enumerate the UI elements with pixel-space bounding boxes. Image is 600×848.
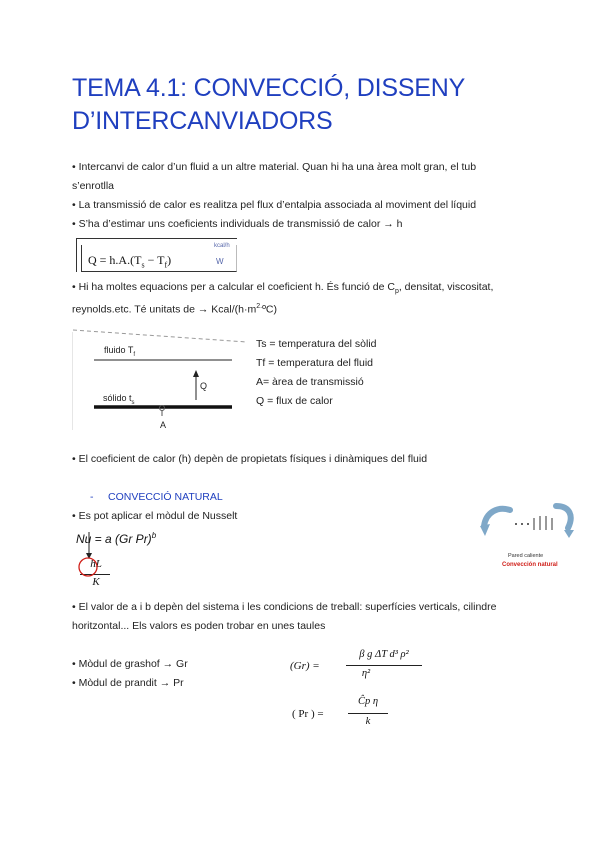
legend-ts: Ts = temperatura del sòlid <box>256 338 377 350</box>
bullet-4b: reynolds.etc. Té unitats de → Kcal/$(h\cdot m^{2.}ºC)$ <box>72 303 277 316</box>
bullet-9: • Mòdul de prandit → Pr <box>72 677 184 689</box>
nusselt-fraction-num: hL <box>90 558 102 570</box>
diagram-dashed-line <box>73 330 247 342</box>
legend-a: A= àrea de transmissió <box>256 376 364 388</box>
title-line-1: TEMA 4.1: CONVECCIÓ, DISSENY <box>72 74 466 102</box>
a-label: A <box>160 420 167 430</box>
title-line-2: D’INTERCANVIADORS <box>72 107 333 135</box>
right-curl-arrow-head <box>564 530 574 538</box>
fluid-label: fluido $T_f$ <box>104 345 136 358</box>
section-heading: CONVECCIÓ NATURAL <box>108 491 223 503</box>
bullet-6: • Es pot aplicar el mòdul de Nusselt <box>72 510 238 522</box>
grashof-numerator: β g ΔT d³ ρ² <box>359 649 409 660</box>
bullet-7b: horitzontal... Els valors es poden trobar en unes taules <box>72 620 326 632</box>
bullet-1b: s’enrotlla <box>72 180 115 192</box>
bullet-8: • Mòdul de grashof → Gr <box>72 658 188 670</box>
grashof-denominator: η² <box>361 668 371 679</box>
legend-q: Q = flux de calor <box>256 395 333 407</box>
q-label: Q <box>200 381 208 391</box>
q-arrow-head <box>193 370 199 377</box>
grashof-lhs: (Gr) = <box>290 660 320 672</box>
prandtl-fraction-bar <box>348 713 388 714</box>
side-caption-2: Convección natural <box>502 562 558 568</box>
unit-kcal: kcal/h <box>214 243 230 249</box>
bullet-5: • El coeficient de calor (h) depèn de propietats físiques i dinàmiques del fluid <box>72 453 428 465</box>
h-highlight-circle <box>78 556 100 578</box>
legend-tf: Tf = temperatura del fluid <box>256 357 374 369</box>
nusselt-fraction-den: K <box>92 576 100 588</box>
heat-equation-box <box>76 238 237 272</box>
section-dash: - <box>90 491 94 503</box>
solid-label: sólido $t_s$ <box>103 393 135 406</box>
side-caption-1: Pared caliente <box>508 553 544 559</box>
unit-watt: W <box>216 257 224 266</box>
bullet-4a: • Hi ha moltes equacions per a calcular el coeficient h. És funció de $C_p$, densitat, viscositat, <box>72 281 494 296</box>
nusselt-equation: Nu = a (Gr Pr)$^b$ <box>76 531 157 546</box>
prandtl-lhs: ( Pr ) = <box>292 708 324 720</box>
heat-equation: $Q = h.A.(T_s - T_f)$ <box>88 253 172 270</box>
left-curl-arrow-head <box>480 524 490 536</box>
page-title <box>72 72 542 138</box>
natural-convection-figure <box>476 496 586 556</box>
prandtl-denominator: k <box>365 716 371 727</box>
bullet-2: • La transmissió de calor es realitza pel flux d’entalpia associada al moviment del líquid <box>72 199 477 211</box>
convection-diagram <box>72 320 252 432</box>
prandtl-numerator: Ĉp η <box>357 696 379 707</box>
bullet-1a: • Intercanvi de calor d’un fluid a un altre material. Quan hi ha una àrea molt gran, el tub <box>72 161 477 173</box>
bullet-7a: • El valor de a i b depèn del sistema i les condicions de treball: superfícies verticals, cilindre <box>72 601 497 613</box>
right-curl-arrow <box>556 506 571 528</box>
bullet-3: • S’ha d’estimar uns coeficients individuals de transmissió de calor → h <box>72 218 403 230</box>
grashof-fraction-bar <box>346 665 422 666</box>
left-curl-arrow <box>484 509 510 526</box>
